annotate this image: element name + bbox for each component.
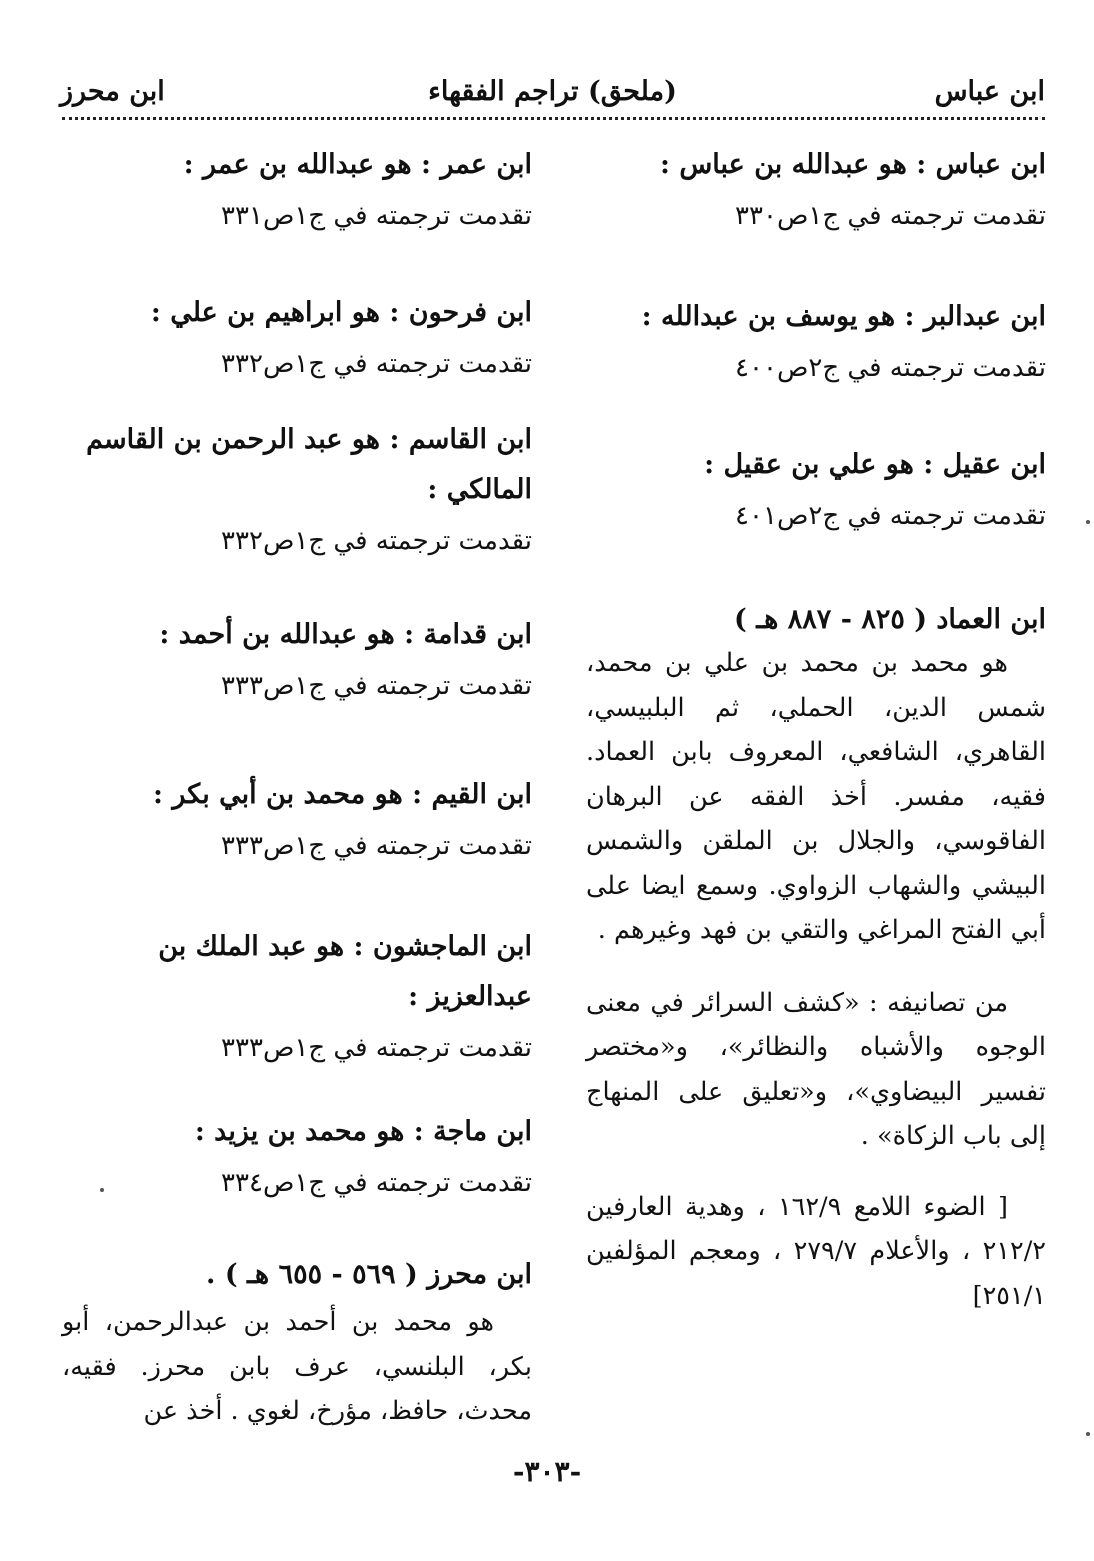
header-right-keyword: ابن عباس [934, 76, 1045, 107]
entry-reference: تقدمت ترجمته في ج١ص٣٣٣ [221, 671, 532, 701]
entry-name: ابن القيم : هو محمد بن أبي بكر : [153, 779, 532, 810]
entry-reference: تقدمت ترجمته في ج٢ص٤٠١ [735, 501, 1046, 531]
entry-reference: تقدمت ترجمته في ج٢ص٤٠٠ [735, 353, 1046, 383]
page-number: -٣٠٣- [512, 1455, 582, 1488]
entry-heading: ابن محرز ( ٥٦٩ - ٦٥٥ هـ ) . [206, 1259, 532, 1290]
entry-ibn-imad [586, 595, 1046, 1318]
entry-name: ابن قدامة : هو عبدالله بن أحمد : [159, 619, 532, 650]
margin-speck [100, 1188, 104, 1192]
entry-ibn-farhun [62, 288, 532, 390]
header-dotted-rule [62, 117, 1045, 120]
entry-heading: ابن العماد ( ٨٢٥ - ٨٨٧ هـ ) [734, 604, 1046, 635]
entry-ibn-muhriz [62, 1250, 532, 1434]
entry-ibn-qudama [62, 610, 532, 712]
entry-name: ابن عقيل : هو علي بن عقيل : [704, 449, 1046, 480]
entry-reference: تقدمت ترجمته في ج١ص٣٣٢ [221, 349, 532, 379]
sources-paragraph [586, 1185, 1046, 1319]
entry-ibn-abbas [586, 140, 1046, 242]
works-paragraph [586, 981, 1046, 1159]
entry-reference: تقدمت ترجمته في ج١ص٣٣١ [221, 201, 532, 231]
entry-ibn-aqil [586, 440, 1046, 542]
entry-ibn-qayyim [62, 770, 532, 872]
biography-text: هو محمد بن أحمد بن عبدالرحمن، أبو بكر، البلنسي، عرف بابن محرز. فقيه، محدث، حافظ، مؤرخ، لغوي . أخذ عن [62, 1307, 532, 1426]
entry-reference: تقدمت ترجمته في ج١ص٣٣٤ [221, 1168, 532, 1198]
works-text: من تصانيفه : «كشف السرائر في معنى الوجوه والأشباه والنظائر»، و«مختصر تفسير البيضاوي»، و«تعليق على المنهاج إلى باب الزكاة» . [586, 987, 1046, 1151]
entry-ibn-abdulbarr [586, 292, 1046, 394]
entry-name: ابن عمر : هو عبدالله بن عمر : [183, 149, 532, 180]
entry-reference: تقدمت ترجمته في ج١ص٣٣٣ [221, 831, 532, 861]
running-head [60, 72, 1045, 112]
entry-name: ابن عبدالبر : هو يوسف بن عبدالله : [641, 301, 1046, 332]
sources-text: [ الضوء اللامع ١٦٢/٩ ، وهدية العارفين ٢١٢/٢ ، والأعلام ٢٧٩/٧ ، ومعجم المؤلفين ٢٥١/١] [586, 1191, 1046, 1311]
entry-name: ابن عباس : هو عبدالله بن عباس : [659, 149, 1046, 180]
header-section-title: (ملحق) تراجم الفقهاء [428, 76, 677, 107]
entry-name: ابن الماجشون : هو عبد الملك بن عبدالعزيز : [158, 931, 532, 1012]
entry-ibn-umar [62, 140, 532, 242]
header-left-keyword: ابن محرز [60, 76, 165, 107]
entry-ibn-majishun [62, 922, 532, 1074]
entry-reference: تقدمت ترجمته في ج١ص٣٣٠ [735, 201, 1046, 231]
entry-name: ابن ماجة : هو محمد بن يزيد : [194, 1116, 532, 1147]
biography-paragraph [62, 1300, 532, 1434]
margin-speck [1086, 1432, 1090, 1436]
entry-ibn-maja [62, 1107, 532, 1209]
entry-name: ابن فرحون : هو ابراهيم بن علي : [150, 297, 532, 328]
biography-text: هو محمد بن محمد بن علي بن محمد، شمس الدين، الحملي، ثم البلبيسي، القاهري، الشافعي، المعروف بابن العماد. فقيه، مفسر. أخذ الفقه عن البرهان الفاقوسي، والجلال بن الملقن والشمس البيشي والشهاب الزواوي. وسمع ايضا على أبي الفتح المراغي والتقي بن فهد وغيرهم . [586, 648, 1046, 945]
entry-ibn-qasim [62, 415, 532, 567]
entry-reference: تقدمت ترجمته في ج١ص٣٣٢ [221, 526, 532, 556]
biography-paragraph [586, 641, 1046, 953]
margin-speck [1086, 520, 1090, 524]
entry-name: ابن القاسم : هو عبد الرحمن بن القاسم المالكي : [86, 424, 532, 505]
entry-reference: تقدمت ترجمته في ج١ص٣٣٣ [221, 1033, 532, 1063]
